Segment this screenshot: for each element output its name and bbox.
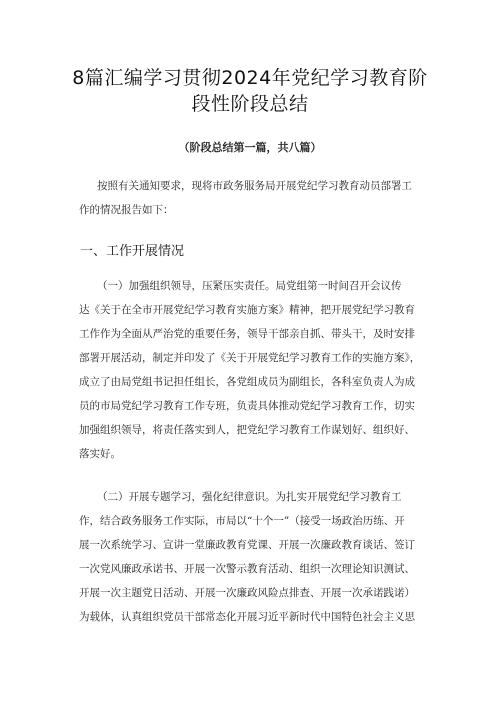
- paragraph-line: 开展一次主题党日活动、开展一次廉政风险点排查、开展一次承诺践诺）: [79, 587, 415, 599]
- paragraph-line: 作，结合政务服务工作实际，市局以“十个一”（接受一场政治历练、开: [79, 515, 405, 527]
- paragraph-line: 展一次系统学习、宣讲一堂廉政教育党课、开展一次廉政教育谈话、签订: [79, 539, 415, 551]
- paragraph-line: 为载体，认真组织党员干部常态化开展习近平新时代中国特色社会主义思: [79, 611, 415, 623]
- paragraph-line: 加强组织领导，将责任落实到人，把党纪学习教育工作谋划好、组织好、: [79, 424, 415, 436]
- intro-line: 作的情况报告如下：: [79, 204, 174, 216]
- paragraph-line: （二）开展专题学习，强化纪律意识。为扎实开展党纪学习教育工: [97, 491, 402, 503]
- paragraph-line: 达《关于在全市开展党纪学习教育实施方案》精神，把开展党纪学习教育: [79, 304, 415, 316]
- intro-line: 按照有关通知要求，现将市政务服务局开展党纪学习教育动员部署工: [97, 180, 412, 192]
- paragraph-line: 工作作为全面从严治党的重要任务，领导干部亲自抓、带头干，及时安排: [79, 328, 415, 340]
- paragraph-line: 部署开展活动，制定并印发了《关于开展党纪学习教育工作的实施方案》，: [79, 352, 421, 364]
- paragraph-line: 员的市局党纪学习教育工作专班，负责具体推动党纪学习教育工作，切实: [79, 400, 415, 412]
- paragraph-line: 成立了由局党组书记担任组长，各党组成员为副组长，各科室负责人为成: [79, 376, 415, 388]
- section-heading: 一、工作开展情况: [80, 244, 185, 259]
- paragraph-line: 一次党风廉政承诺书、开展一次警示教育活动、组织一次理论知识测试、: [79, 563, 415, 575]
- paragraph-line: （一）加强组织领导，压紧压实责任。局党组第一时间召开会议传: [97, 280, 402, 292]
- document-subtitle: （阶段总结第一篇，共八篇）: [178, 141, 322, 154]
- document-title-line-2: 段性阶段总结: [191, 93, 309, 115]
- paragraph-line: 落实好。: [79, 448, 121, 460]
- document-title-line-1: 8篇汇编学习贯彻2024年党纪学习教育阶: [72, 67, 428, 89]
